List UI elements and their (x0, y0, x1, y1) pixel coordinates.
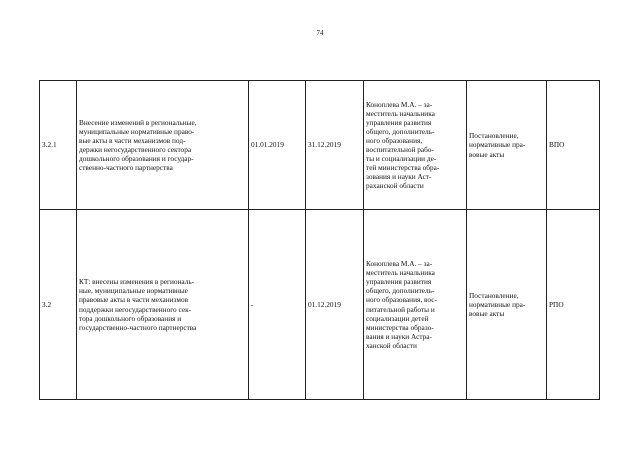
document-type-line: вовые акты (469, 149, 505, 159)
document-type-line: Постановление, (469, 131, 519, 141)
description-line: вые акты в части механизмов под- (79, 135, 186, 145)
responsible-line: воспитательной рабо- (366, 145, 434, 154)
end-date-cell: 31.12.2019 (306, 81, 364, 210)
description-line: ственно-частного партнерства (79, 163, 173, 173)
responsible-line: ного образования, вос- (366, 295, 437, 305)
description-line: КТ: внесены изменения в региональ- (79, 277, 195, 287)
responsible-line: раханской области (366, 181, 424, 191)
description-line: государственно-частного партнерства (79, 322, 197, 332)
level-code-cell: РПО (547, 210, 600, 400)
description-cell (77, 81, 249, 210)
responsible-line: зования и науки Аст- (366, 172, 432, 182)
description-line: держки негосударственного сектора (79, 145, 192, 154)
document-type-cell (467, 210, 547, 400)
start-date-cell: 01.01.2019 (249, 81, 306, 210)
responsible-line: министерства образо- (366, 322, 434, 332)
row-number-cell: 3.2 (40, 210, 77, 400)
start-date-cell: - (249, 210, 306, 400)
responsible-line: меститель начальника (366, 268, 435, 278)
responsible-line: ты и социализации де- (366, 154, 437, 164)
responsible-line: общего, дополнитель- (366, 126, 435, 136)
description-cell (77, 210, 249, 400)
document-type-line: Постановление, (469, 290, 519, 300)
plan-table (39, 80, 600, 400)
responsible-cell (364, 81, 467, 210)
description-line: тора дошкольного образования и (79, 313, 182, 323)
document-type-line: нормативные пра- (469, 299, 526, 309)
responsible-line: Коноплева М.А. – за- (366, 99, 433, 109)
level-code-cell: ВПО (547, 81, 600, 210)
description-line: дошкольного образования и государ- (79, 154, 194, 164)
description-line: муниципальные нормативные право- (79, 126, 195, 136)
description-line: ные, муниципальные нормативные (79, 286, 188, 296)
responsible-cell (364, 210, 467, 400)
document-type-cell (467, 81, 547, 210)
responsible-line: управления развития (366, 277, 432, 287)
responsible-line: тей министерства обра- (366, 163, 440, 173)
responsible-line: Коноплева М.А. – за- (366, 259, 433, 269)
document-type-line: нормативные пра- (469, 140, 526, 150)
responsible-line: управления развития (366, 117, 432, 127)
table-row (40, 210, 600, 400)
responsible-line: ханской области (366, 340, 417, 350)
document-type-line: вовые акты (469, 309, 505, 319)
responsible-line: социализации детей (366, 313, 429, 323)
responsible-line: питательной работы и (366, 304, 435, 314)
end-date-cell: 01.12.2019 (306, 210, 364, 400)
description-line: Внесение изменений в региональные, (79, 117, 197, 127)
responsible-line: вания и науки Астра- (366, 331, 432, 341)
responsible-line: ного образования, (366, 135, 423, 145)
row-number-cell: 3.2.1 (40, 81, 77, 210)
description-line: поддержки негосударственного сек- (79, 304, 192, 314)
table-row (40, 81, 600, 210)
description-line: правовые акты в части механизмов (79, 295, 189, 305)
page-number: 74 (316, 29, 324, 37)
responsible-line: общего, дополнитель- (366, 286, 435, 296)
responsible-line: меститель начальника (366, 108, 435, 118)
